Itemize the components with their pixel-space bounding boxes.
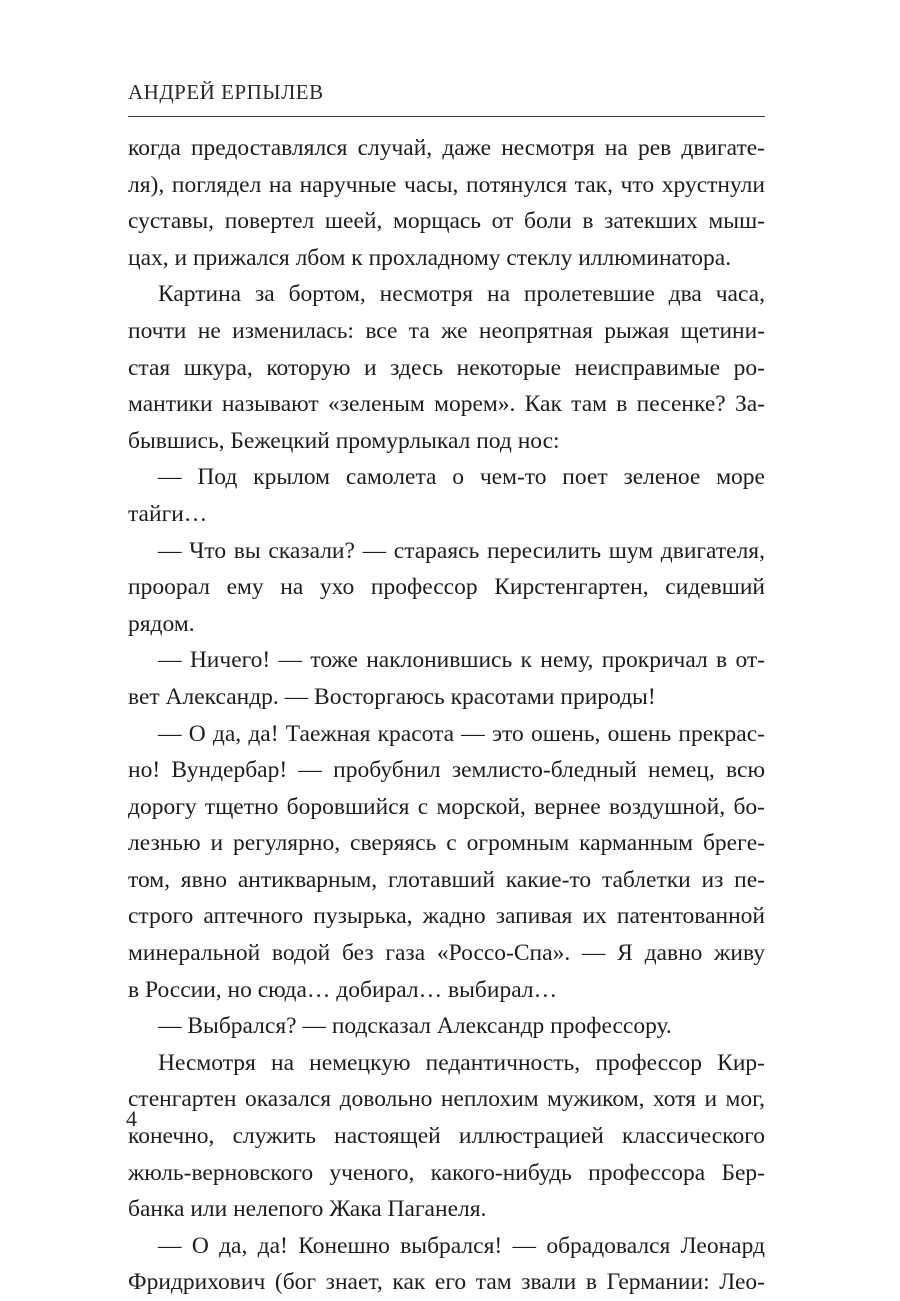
header-rule (128, 116, 765, 117)
text-line: но! Вундербар! — пробубнил землисто-бледный немец, всю (128, 757, 765, 784)
text-line: ля), поглядел на наручные часы, потянулся так, что хрустнули (128, 171, 765, 198)
text-line: цах, и прижался лбом к прохладному стеклу иллюминатора. (128, 244, 732, 271)
text-line: бывшись, Бежецкий промурлыкал под нос: (128, 427, 560, 454)
text-line: банка или нелепого Жака Паганеля. (128, 1196, 487, 1223)
text-line: — О да, да! Таежная красота — это ошень, ошень прекрас- (158, 720, 765, 747)
text-line: — Ничего! — тоже наклонившись к нему, прокричал в от- (158, 647, 765, 674)
text-line: мантики называют «зеленым морем». Как там в песенке? За- (128, 391, 765, 418)
text-line: стая шкура, которую и здесь некоторые неисправимые ро- (128, 354, 765, 381)
text-line: стенгартен оказался довольно неплохим мужиком, хотя и мог, (128, 1086, 765, 1113)
text-line: минеральной водой без газа «Россо-Спа». — Я давно живу (128, 940, 765, 967)
text-line: тайги… (128, 500, 208, 527)
text-line: — О да, да! Конешно выбрался! — обрадовался Леонард (158, 1232, 765, 1259)
text-line: когда предоставлялся случай, даже несмотря на рев двигате- (128, 135, 765, 161)
text-line: проорал ему на ухо профессор Кирстенгартен, сидевший (128, 574, 765, 601)
text-line: Картина за бортом, несмотря на пролетевшие два часа, (158, 281, 765, 308)
page-number: 4 (126, 1106, 137, 1131)
text-line: — Под крылом самолета о чем-то поет зеленое море (158, 464, 765, 491)
text-line: Несмотря на немецкую педантичность, профессор Кир- (158, 1049, 765, 1076)
text-line: рядом. (128, 610, 195, 637)
running-head-author: АНДРЕЙ ЕРПЫЛЕВ (128, 80, 324, 104)
body-text (128, 130, 765, 1301)
text-line: — Выбрался? — подсказал Александр профессору. (158, 1013, 672, 1040)
text-line: вет Александр. — Восторгаюсь красотами природы! (128, 683, 656, 710)
text-line: дорогу тщетно боровшийся с морской, вернее воздушной, бо- (128, 793, 765, 820)
text-line: почти не изменилась: все та же неопрятная рыжая щетини- (128, 317, 765, 344)
text-line: жюль-верновского ученого, какого-нибудь профессора Бер- (128, 1159, 765, 1186)
text-line: лезнью и регулярно, сверяясь с огромным карманным брегe- (128, 830, 765, 857)
text-line: Фридрихович (бог знает, как его там звали в Германии: Лео- (128, 1269, 765, 1296)
text-line: в России, но сюда… добирал… выбирал… (128, 976, 558, 1003)
text-line: том, явно антикварным, глотавший какие-то таблетки из пе- (128, 866, 765, 893)
text-line: — Что вы сказали? — стараясь пересилить шум двигателя, (158, 537, 765, 564)
text-line: строго аптечного пузырька, жадно запивая их патентованной (128, 903, 765, 930)
text-line: суставы, повертел шеей, морщась от боли в затекших мыш- (128, 208, 765, 235)
text-line: конечно, служить настоящей иллюстрацией классического (128, 1123, 765, 1150)
